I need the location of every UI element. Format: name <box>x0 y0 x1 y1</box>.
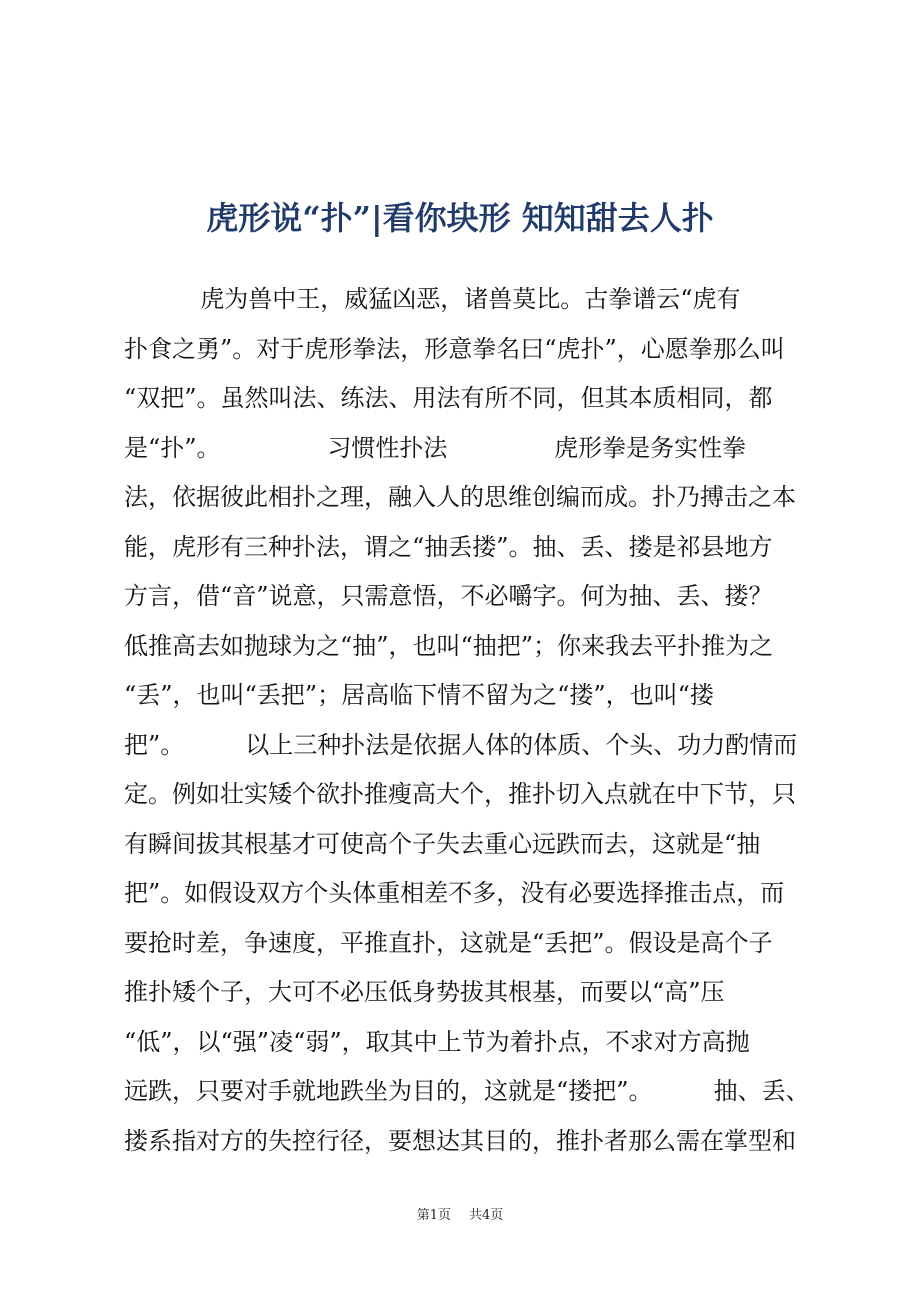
body-line: 要抢时差，争速度，平推直扑，这就是“丢把”。假设是高个子 <box>124 928 773 957</box>
body-line: 把”。如假设双方个头体重相差不多，没有必要选择推击点，而 <box>124 879 785 907</box>
body-line: 远跌，只要对手就地跌坐为目的，这就是“搂把”。 抽、丢、 <box>124 1077 810 1105</box>
body-line: 定。例如壮实矮个欲扑推瘦高大个，推扑切入点就在中下节，只 <box>124 780 796 808</box>
body-line: “低”，以“强”凌“弱”，取其中上节为着扑点，不求对方高抛 <box>124 1027 750 1056</box>
body-line: 法，依据彼此相扑之理，融入人的思维创编而成。扑乃搏击之本 <box>124 483 796 511</box>
body-line: 推扑矮个子，大可不必压低身势拔其根基，而要以“高”压 <box>124 978 725 1006</box>
body-line: 方言，借“音”说意，只需意悟，不必嚼字。何为抽、丢、搂？ <box>124 582 773 610</box>
page-number: 第1页 <box>416 1208 451 1223</box>
body-line: 扑食之勇”。对于虎形拳法，形意拳名曰“虎扑”，心愿拳那么叫 <box>124 334 785 363</box>
body-line: 把”。 以上三种扑法是依据人体的体质、个头、功力酌情而 <box>124 730 798 759</box>
document-title: 虎形说“扑”|看你块形 知知甜去人扑 <box>206 199 714 237</box>
body-line: 低推高去如抛球为之“抽”，也叫“抽把”；你来我去平扑推为之 <box>124 631 774 660</box>
body-line: 搂系指对方的失控行径，要想达其目的，推扑者那么需在掌型和 <box>124 1126 796 1155</box>
body-line: 有瞬间拔其根基才可使高个子失去重心远跌而去，这就是“抽 <box>124 829 761 858</box>
body-line: 虎为兽中王，威猛凶恶，诸兽莫比。古拳谱云“虎有 <box>124 285 741 313</box>
body-line: 能，虎形有三种扑法，谓之“抽丢搂”。抽、丢、搂是祁县地方 <box>124 532 773 561</box>
body-line: “丢”，也叫“丢把”；居高临下情不留为之“搂”，也叫“搂 <box>124 681 714 709</box>
page-footer <box>0 1204 920 1223</box>
page-total: 共4页 <box>469 1208 504 1223</box>
body-line: “双把”。虽然叫法、练法、用法有所不同，但其本质相同，都 <box>124 384 773 412</box>
document-body <box>124 275 824 1166</box>
body-line: 是“扑”。 习惯性扑法 虎形拳是务实性拳 <box>124 433 747 462</box>
